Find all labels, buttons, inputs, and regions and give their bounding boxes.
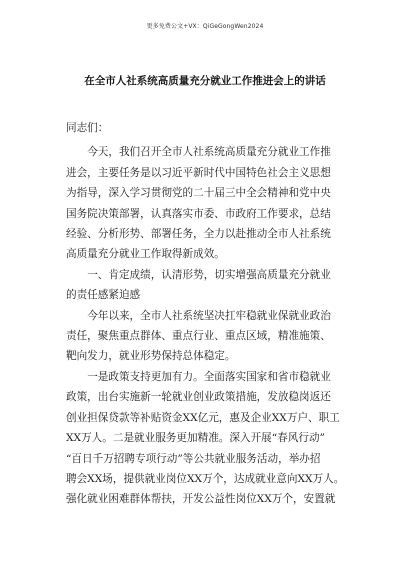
text-line: 为指导，深入学习贯彻党的二十届三中全会精神和党中央 — [66, 187, 331, 200]
section-heading-1 — [66, 265, 346, 306]
text-line: 一、肯定成绩，认清形势，切实增强高质量充分就业 — [87, 268, 331, 281]
text-line: 国务院决策部署，认真落实市委、市政府工作要求，总结 — [66, 207, 331, 220]
text-line: 高质量充分就业工作取得新成效。 — [66, 248, 225, 261]
text-line: XX万人。二是就业服务更加精准。深入开展“春风行动” — [66, 432, 325, 445]
text-line: 创业担保贷款等补贴资金XX亿元，惠及企业XX万户、职工 — [66, 411, 340, 424]
text-line: 政策，出台实施新一轮就业创业政策措施，发放稳岗返还 — [66, 391, 331, 404]
text-line: 靶向发力，就业形势保持总体稳定。 — [66, 350, 236, 363]
text-line: 经验、分析形势、部署任务，全力以赴推动全市人社系统 — [66, 228, 331, 241]
text-line: “百日千万招聘专项行动”等公共就业服务活动，举办招 — [66, 452, 321, 465]
text-line: 强化就业困难群体帮扶，开发公益性岗位XX万个，安置就 — [66, 493, 336, 506]
text-line: 一是政策支持更加有力。全面落实国家和省市稳就业 — [87, 370, 331, 383]
text-line: 进会，主要任务是以习近平新时代中国特色社会主义思想 — [66, 166, 331, 179]
paragraph-summary — [66, 306, 346, 367]
paragraph-opening — [66, 142, 346, 264]
text-line: 责任，聚焦重点群体、重点行业、重点区域，精准施策、 — [66, 330, 331, 343]
header-note: 更多免费公文+VX：QiGeGongWen2024 — [146, 23, 264, 30]
text-line: 今天，我们召开全市人社系统高质量充分就业工作推 — [87, 146, 331, 159]
text-line: 聘会XX场，提供就业岗位XX万个，达成就业意向XX万人。 — [66, 472, 345, 485]
document-body — [66, 118, 346, 510]
text-line: 今年以来，全市人社系统坚决扛牢稳就业保就业政治 — [87, 309, 331, 322]
document-title: 在全市人社系统高质量充分就业工作推进会上的讲话 — [84, 75, 326, 87]
text-line: 的责任感紧迫感 — [66, 289, 141, 302]
greeting: 同志们： — [66, 122, 109, 134]
paragraph-details — [66, 367, 346, 510]
